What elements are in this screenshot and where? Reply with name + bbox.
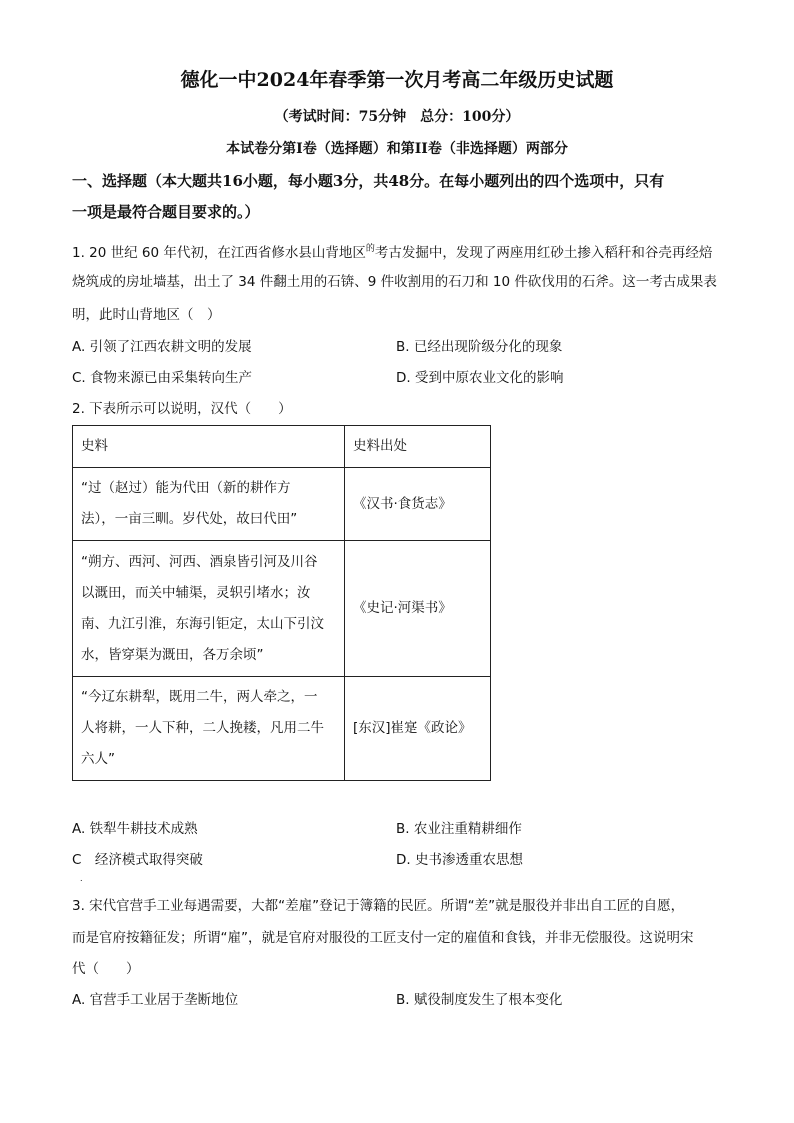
q1-line2: 烧筑成的房址墙基，出土了 34 件翻土用的石锛、9 件收割用的石刀和 10 件砍伐用的石斧。这一考古成果表: [72, 274, 717, 290]
q1-line1-a: 1. 20 世纪 60 年代初，在江西省修水县山背地区: [72, 245, 366, 261]
table-cell-source: [东汉]崔寔《政论》: [345, 677, 491, 781]
table-row: [73, 541, 491, 677]
q1-line1: [72, 240, 712, 262]
source-table: [72, 425, 491, 781]
table-header-source: 史料: [73, 426, 345, 468]
table-header-origin: 史料出处: [345, 426, 491, 468]
q3-line2: 而是官府按籍征发；所谓“雇”，就是官府对服役的工匠支付一定的雇值和食钱，并非无偿服役。这说明宋: [72, 930, 694, 946]
q2-option-b[interactable]: B. 农业注重精耕细作: [396, 821, 522, 837]
table-cell-text: [73, 677, 345, 781]
q1-option-c[interactable]: C. 食物来源已由采集转向生产: [72, 370, 253, 386]
q1-superscript: 的: [365, 244, 375, 254]
section-heading-line1: 一、选择题（本大题共16小题，每小题3分，共48分。在每小题列出的四个选项中，只有: [72, 172, 665, 190]
q1-line1-b: 考古发掘中，发现了两座用红砂土掺入稻秆和谷壳再经焙: [374, 245, 713, 261]
table-cell-line: 人将耕，一人下种，二人挽耧，凡用二牛: [81, 720, 324, 736]
table-row: [73, 677, 491, 781]
q1-option-b[interactable]: B. 已经出现阶级分化的现象: [396, 339, 563, 355]
table-cell-text: [73, 541, 345, 677]
exam-structure: 本试卷分第I卷（选择题）和第II卷（非选择题）两部分: [226, 141, 568, 157]
q2-option-c[interactable]: C 经济模式取得突破: [72, 852, 203, 868]
q1-line3: 明，此时山背地区（ ）: [72, 307, 221, 323]
table-row: [73, 468, 491, 541]
q3-option-b[interactable]: B. 赋役制度发生了根本变化: [396, 992, 563, 1008]
table-cell-line: 六人”: [81, 751, 115, 767]
table-cell-line: “过（赵过）能为代田（新的耕作方: [81, 480, 291, 496]
table-cell-line: “今辽东耕犁，既用二牛，两人牵之，一: [81, 689, 318, 705]
section-heading-line2: 一项是最符合题目要求的。）: [72, 203, 260, 221]
q3-option-a[interactable]: A. 官营手工业居于垄断地位: [72, 992, 239, 1008]
q2-option-d[interactable]: D. 史书渗透重农思想: [396, 852, 523, 868]
q2-stem: 2. 下表所示可以说明，汉代（ ）: [72, 401, 292, 417]
table-cell-source: 《史记·河渠书》: [345, 541, 491, 677]
q1-option-d[interactable]: D. 受到中原农业文化的影响: [396, 370, 564, 386]
q3-line3: 代（ ）: [72, 961, 140, 977]
exam-info: （考试时间：75分钟 总分：100分）: [274, 109, 520, 125]
exam-title: 德化一中2024年春季第一次月考高二年级历史试题: [180, 69, 614, 91]
q3-line1: 3. 宋代官营手工业每遇需要，大都“差雇”登记于簿籍的民匠。所谓“差”就是服役并非出自工匠的自愿，: [72, 898, 685, 914]
table-cell-line: 南、九江引淮，东海引钜定，太山下引汶: [81, 615, 324, 632]
stray-mark: .: [80, 874, 83, 883]
table-cell-line: 水，皆穿渠为溉田，各万余顷”: [81, 646, 264, 663]
table-cell-line: “朔方、西河、河西、酒泉皆引河及川谷: [81, 553, 318, 570]
q2-option-a[interactable]: A. 铁犁牛耕技术成熟: [72, 821, 198, 837]
table-cell-line: 以溉田，而关中辅渠，灵轵引堵水；汝: [81, 584, 311, 601]
table-cell-text: [73, 468, 345, 541]
q1-option-a[interactable]: A. 引领了江西农耕文明的发展: [72, 339, 252, 355]
table-cell-line: 法），一亩三甽。岁代处，故曰代田”: [81, 511, 298, 527]
table-cell-source: 《汉书·食货志》: [345, 468, 491, 541]
table-header-row: [73, 426, 491, 468]
